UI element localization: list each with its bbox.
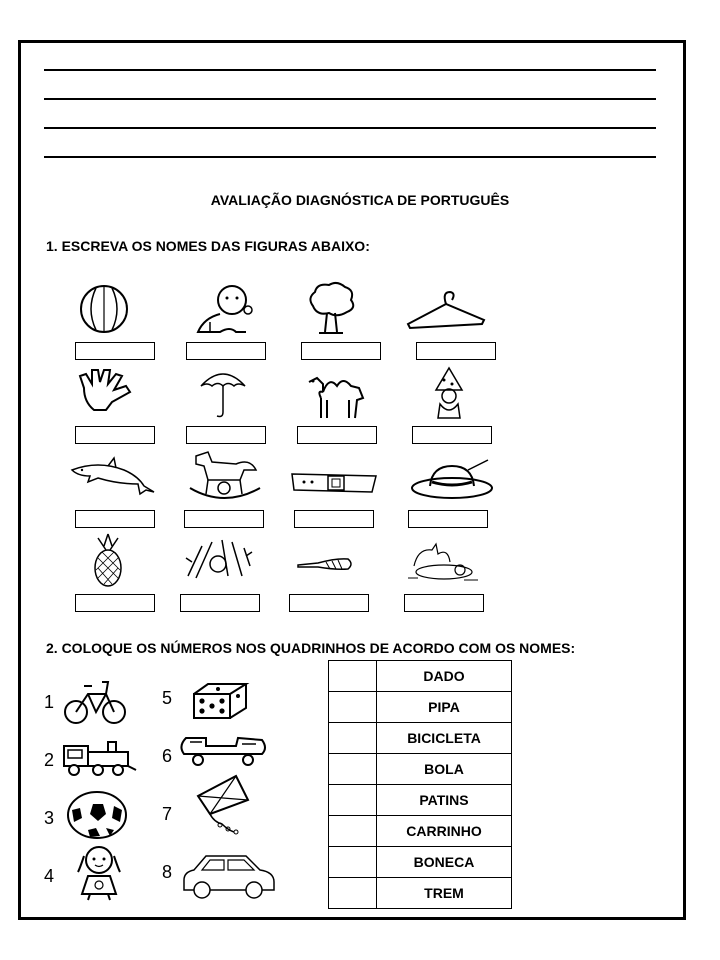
name-line-2 <box>44 98 656 100</box>
answer-box-5[interactable] <box>75 426 155 444</box>
question-1-prompt: 1. ESCREVA OS NOMES DAS FIGURAS ABAIXO: <box>46 238 370 254</box>
baby-icon <box>190 282 265 338</box>
car-icon <box>180 850 278 902</box>
bicycle-icon <box>62 676 128 726</box>
umbrella-icon <box>198 368 248 420</box>
kite-icon <box>190 774 252 840</box>
hat-icon <box>408 456 496 502</box>
dolphin-icon <box>68 456 158 496</box>
table-row <box>329 878 512 909</box>
item-number-4: 4 <box>44 866 55 886</box>
answer-box-8[interactable] <box>412 426 492 444</box>
answer-box-13[interactable] <box>75 594 155 612</box>
answer-box-3[interactable] <box>301 342 381 360</box>
dice-icon <box>190 680 250 720</box>
name-cell: BICICLETA <box>377 723 512 754</box>
item-number-1: 1 <box>44 692 55 712</box>
soccer-ball-icon <box>66 790 128 840</box>
item-number-2: 2 <box>44 750 55 770</box>
pineapple-icon <box>90 532 126 588</box>
name-line-3 <box>44 127 656 129</box>
camel-icon <box>303 368 373 424</box>
answer-box-10[interactable] <box>184 510 264 528</box>
answer-box-9[interactable] <box>75 510 155 528</box>
name-cell: CARRINHO <box>377 816 512 847</box>
bat-icon <box>296 554 356 574</box>
hanger-icon <box>404 288 488 332</box>
number-input-cell-2[interactable] <box>329 692 377 723</box>
item-number-6: 6 <box>162 746 173 766</box>
number-input-cell-5[interactable] <box>329 785 377 816</box>
name-line-4 <box>44 156 656 158</box>
name-cell: PATINS <box>377 785 512 816</box>
item-number-7: 7 <box>162 804 173 824</box>
name-cell: BOLA <box>377 754 512 785</box>
broken-toys-icon <box>182 536 254 580</box>
tree-icon <box>303 280 359 336</box>
answer-box-16[interactable] <box>404 594 484 612</box>
answer-box-15[interactable] <box>289 594 369 612</box>
answer-box-11[interactable] <box>294 510 374 528</box>
doll-icon <box>70 842 128 902</box>
number-input-cell-1[interactable] <box>329 661 377 692</box>
table-row <box>329 661 512 692</box>
rocking-horse-icon <box>184 448 266 506</box>
item-number-3: 3 <box>44 808 55 828</box>
answer-box-6[interactable] <box>186 426 266 444</box>
number-input-cell-4[interactable] <box>329 754 377 785</box>
table-row <box>329 754 512 785</box>
answer-box-1[interactable] <box>75 342 155 360</box>
item-number-5: 5 <box>162 688 173 708</box>
gnome-icon <box>428 366 470 422</box>
table-row <box>329 723 512 754</box>
question-2-prompt: 2. COLOQUE OS NÚMEROS NOS QUADRINHOS DE ACORDO COM OS NOMES: <box>46 640 576 656</box>
page-title: AVALIAÇÃO DIAGNÓSTICA DE PORTUGUÊS <box>210 192 510 208</box>
table-row <box>329 785 512 816</box>
name-cell: PIPA <box>377 692 512 723</box>
table-row <box>329 816 512 847</box>
answer-box-12[interactable] <box>408 510 488 528</box>
number-input-cell-3[interactable] <box>329 723 377 754</box>
answer-box-2[interactable] <box>186 342 266 360</box>
number-input-cell-8[interactable] <box>329 878 377 909</box>
train-icon <box>60 736 140 776</box>
name-cell: BONECA <box>377 847 512 878</box>
answer-box-4[interactable] <box>416 342 496 360</box>
glove-icon <box>76 366 138 414</box>
number-input-cell-7[interactable] <box>329 847 377 878</box>
answer-box-14[interactable] <box>180 594 260 612</box>
roller-skate-icon <box>176 734 272 768</box>
egg-icon <box>404 540 482 584</box>
name-cell: TREM <box>377 878 512 909</box>
table-row <box>329 847 512 878</box>
item-number-8: 8 <box>162 862 173 882</box>
number-input-cell-6[interactable] <box>329 816 377 847</box>
name-line-1 <box>44 69 656 71</box>
belt-icon <box>288 466 380 500</box>
table-row <box>329 692 512 723</box>
answer-box-7[interactable] <box>297 426 377 444</box>
ball-icon <box>78 282 130 336</box>
names-table <box>328 660 512 909</box>
name-cell: DADO <box>377 661 512 692</box>
